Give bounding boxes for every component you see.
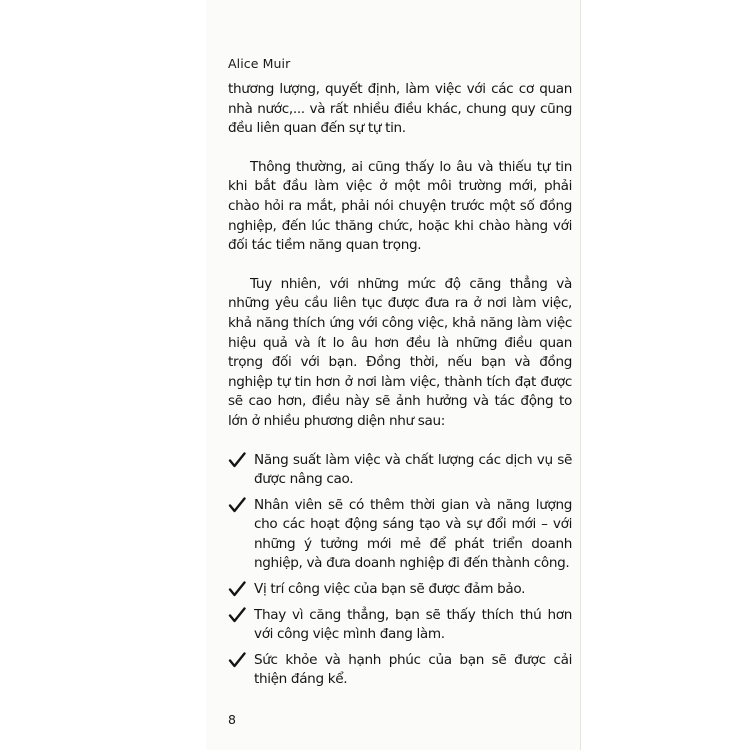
checklist-item-text: Sức khỏe và hạnh phúc của bạn sẽ được cải thiện đáng kể. bbox=[254, 651, 572, 688]
checklist-item-text: Thay vì căng thẳng, bạn sẽ thấy thích thú hơn với công việc mình đang làm. bbox=[254, 606, 572, 643]
checklist-item bbox=[228, 651, 572, 690]
left-margin bbox=[0, 0, 206, 750]
check-mark-icon bbox=[228, 652, 246, 668]
checklist-item bbox=[228, 580, 572, 600]
benefit-checklist bbox=[228, 451, 572, 691]
check-mark-icon bbox=[228, 607, 246, 623]
running-header-author: Alice Muir bbox=[228, 56, 291, 71]
main-text bbox=[228, 80, 572, 696]
checklist-item bbox=[228, 451, 572, 490]
check-mark-icon bbox=[228, 497, 246, 513]
right-margin bbox=[580, 0, 750, 750]
check-mark-icon bbox=[228, 581, 246, 597]
paragraph-1: thương lượng, quyết định, làm việc với các cơ quan nhà nước,... và rất nhiều điều khác, chung quy cũng đều liên quan đến sự tự tin. bbox=[228, 81, 572, 137]
paragraph-3: Tuy nhiên, với những mức độ căng thẳng và những yêu cầu liên tục được đưa ra ở nơi làm việc, khả năng thích ứng với công việc, khả năng làm việc hiệu quả và ít lo âu hơn đều là những điều quan trọng đối với bạn. Đồng thời, nếu bạn và đồng nghiệp tự tin hơn ở nơi làm việc, thành tích đạt được sẽ cao hơn, điều này sẽ ảnh hưởng và tác động to lớn ở nhiều phương diện như sau: bbox=[228, 275, 572, 429]
paragraph-2: Thông thường, ai cũng thấy lo âu và thiếu tự tin khi bắt đầu làm việc ở một môi trường mới, phải chào hỏi ra mắt, phải nói chuyện trước một số đồng nghiệp, đến lúc thăng chức, hoặc khi chào hàng với đối tác tiềm năng quan trọng. bbox=[228, 158, 572, 254]
checklist-item bbox=[228, 606, 572, 645]
checklist-item bbox=[228, 496, 572, 574]
page-number: 8 bbox=[228, 712, 236, 727]
checklist-item-text: Vị trí công việc của bạn sẽ được đảm bảo. bbox=[254, 581, 526, 598]
checklist-item-text: Năng suất làm việc và chất lượng các dịch vụ sẽ được nâng cao. bbox=[254, 451, 572, 488]
check-mark-icon bbox=[228, 452, 246, 468]
checklist-item-text: Nhân viên sẽ có thêm thời gian và năng lượng cho các hoạt động sáng tạo và sự đổi mới – với những ý tưởng mới mẻ để phát triển doanh nghiệp, và đưa doanh nghiệp đi đến thành công. bbox=[254, 496, 572, 572]
